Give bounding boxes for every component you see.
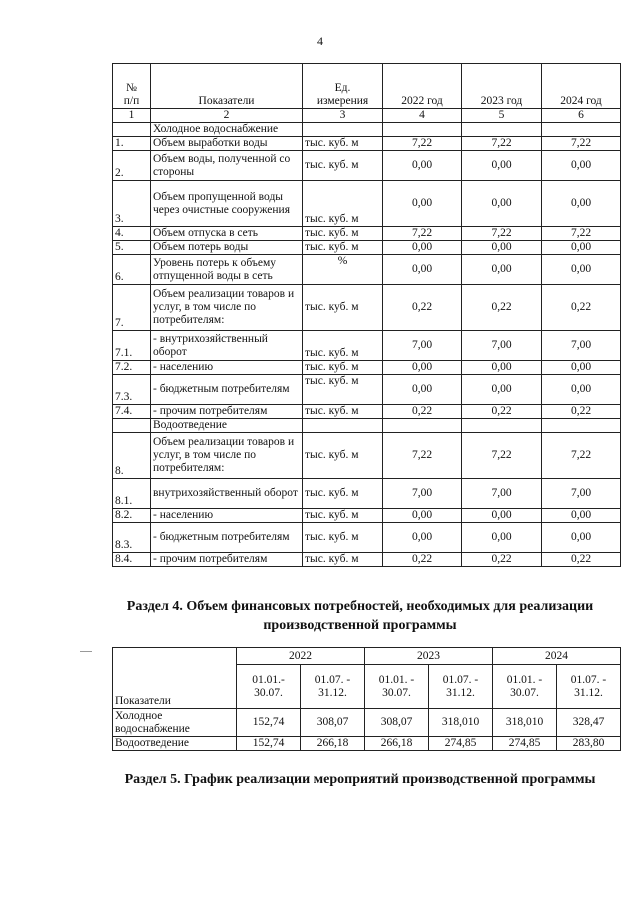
table-row: Водоотведение 152,74 266,18 266,18 274,85 274,85 283,80	[113, 737, 621, 751]
table-row: 5. Объем потерь воды тыс. куб. м 0,00 0,00 0,00	[113, 241, 621, 255]
table-header-row	[113, 64, 621, 109]
table-row: 6. Уровень потерь к объему отпущенной воды в сеть % 0,00 0,00 0,00	[113, 255, 621, 285]
margin-mark	[80, 651, 92, 652]
header-year-2023: 2023	[365, 648, 493, 665]
table-row: 8. Объем реализации товаров и услуг, в том числе по потребителям: тыс. куб. м 7,22 7,22 7,22	[113, 433, 621, 479]
section-4-title: Раздел 4. Объем финансовых потребностей, необходимых для реализации производственной программы	[126, 599, 594, 633]
header-unit: Ед. измерения	[303, 64, 383, 109]
table-row: 7.2. - населению тыс. куб. м 0,00 0,00 0,00	[113, 361, 621, 375]
table-row: 7.3. - бюджетным потребителям тыс. куб. м 0,00 0,00 0,00	[113, 375, 621, 405]
header-year-2024: 2024	[493, 648, 621, 665]
period-cell: 01.07. - 31.12.	[429, 665, 493, 709]
header-2024: 2024 год	[542, 64, 621, 109]
period-cell: 01.01. - 30.07.	[365, 665, 429, 709]
period-cell: 01.01. - 30.07.	[493, 665, 557, 709]
table-row: 8.4. - прочим потребителям тыс. куб. м 0,22 0,22 0,22	[113, 553, 621, 567]
production-indicators-table	[112, 63, 621, 567]
section-5-title: Раздел 5. График реализации мероприятий производственной программы	[124, 772, 596, 787]
section-cold-water-label: Холодное водоснабжение	[151, 123, 303, 137]
period-cell: 01.07. - 31.12.	[557, 665, 621, 709]
financial-needs-table	[112, 647, 621, 751]
period-cell: 01.07. - 31.12.	[301, 665, 365, 709]
table-row: Холодное водоснабжение 152,74 308,07 308,07 318,010 318,010 328,47	[113, 709, 621, 737]
table-row: 3. Объем пропущенной воды через очистные сооружения тыс. куб. м 0,00 0,00 0,00	[113, 181, 621, 227]
header-2023: 2023 год	[462, 64, 542, 109]
table-row: 8.2. - населению тыс. куб. м 0,00 0,00 0,00	[113, 509, 621, 523]
table-row: 2. Объем воды, полученной со стороны тыс. куб. м 0,00 0,00 0,00	[113, 151, 621, 181]
table-row: 8.1. внутрихозяйственный оборот тыс. куб. м 7,00 7,00 7,00	[113, 479, 621, 509]
table-row: 7. Объем реализации товаров и услуг, в том числе по потребителям: тыс. куб. м 0,22 0,22 0,22	[113, 285, 621, 331]
table-row: 8.3. - бюджетным потребителям тыс. куб. м 0,00 0,00 0,00	[113, 523, 621, 553]
header-indicator: Показатели	[151, 64, 303, 109]
page-number: 4	[317, 34, 323, 48]
header-indicators: Показатели	[113, 648, 237, 709]
section-row-wastewater	[113, 419, 621, 433]
section-wastewater-label: Водоотведение	[151, 419, 303, 433]
table-row: 4. Объем отпуска в сеть тыс. куб. м 7,22 7,22 7,22	[113, 227, 621, 241]
period-cell: 01.01.- 30.07.	[237, 665, 301, 709]
table-row: 7.4. - прочим потребителям тыс. куб. м 0,22 0,22 0,22	[113, 405, 621, 419]
header-num: № п/п	[113, 64, 151, 109]
column-numbers-row: 1 2 3 4 5 6	[113, 109, 621, 123]
header-year-2022: 2022	[237, 648, 365, 665]
years-row	[113, 648, 621, 665]
table-row: 7.1. - внутрихозяйственный оборот тыс. куб. м 7,00 7,00 7,00	[113, 331, 621, 361]
section-row-cold-water	[113, 123, 621, 137]
table-row: 1. Объем выработки воды тыс. куб. м 7,22 7,22 7,22	[113, 137, 621, 151]
header-2022: 2022 год	[383, 64, 462, 109]
